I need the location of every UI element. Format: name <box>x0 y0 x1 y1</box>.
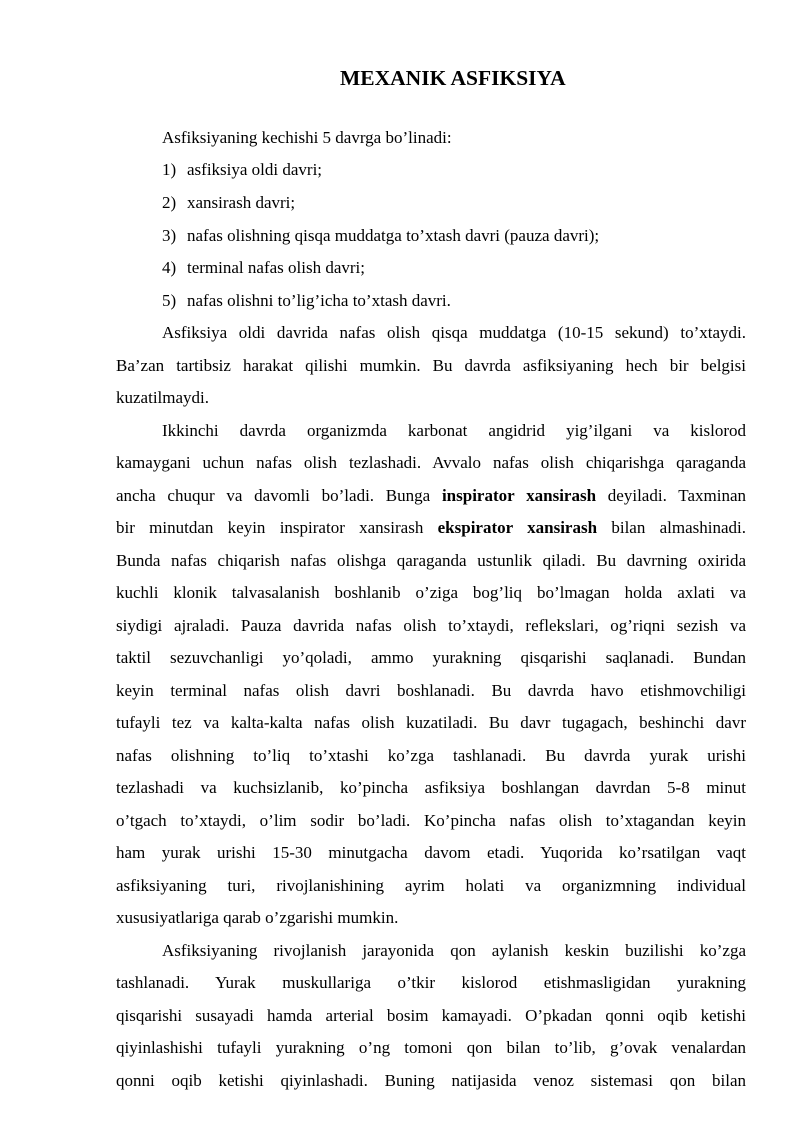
paragraph-line: asfiksiyaning turi, rivojlanishining ayrim holati va organizmning individual <box>116 876 746 895</box>
list-item <box>162 258 365 278</box>
list-text: xansirash davri; <box>187 193 296 212</box>
paragraph-line: ham yurak urishi 15-30 minutgacha davom etadi. Yuqorida ko’rsatilgan vaqt <box>116 843 746 862</box>
bold-term: inspirator xansirash <box>441 486 597 505</box>
paragraph-line: o’tgach to’xtaydi, o’lim sodir bo’ladi. Ko’pincha nafas olish to’xtagandan keyin <box>116 811 746 830</box>
paragraph-line: tashlanadi. Yurak muskullariga o’tkir kislorod etishmasligidan yurakning <box>116 973 746 992</box>
page-title: MEXANIK ASFIKSIYA <box>340 66 566 90</box>
list-number: 3) <box>162 226 177 245</box>
paragraph-line: Asfiksiya oldi davrida nafas olish qisqa muddatga (10-15 sekund) to’xtaydi. <box>162 323 746 342</box>
text-run: ancha chuqur va davomli bo’ladi. Bunga <box>116 486 442 505</box>
paragraph-line: qiyinlashishi tufayli yurakning o’ng tomoni qon bilan to’lib, g’ovak venalardan <box>116 1038 746 1057</box>
list-item <box>162 160 322 180</box>
list-text: asfiksiya oldi davri; <box>187 160 323 179</box>
paragraph-line: kuzatilmaydi. <box>116 388 210 407</box>
paragraph-line: kamaygani uchun nafas olish tezlashadi. Avvalo nafas olish chiqarishga qaraganda <box>116 453 746 472</box>
paragraph-line <box>116 518 746 538</box>
paragraph-line: Asfiksiyaning rivojlanish jarayonida qon aylanish keskin buzilishi ko’zga <box>162 941 746 960</box>
paragraph-line: keyin terminal nafas olish davri boshlanadi. Bu davrda havo etishmovchiligi <box>116 681 746 700</box>
paragraph-line: siydigi ajraladi. Pauza davrida nafas olish to’xtaydi, reflekslari, og’riqni sezish va <box>116 616 746 635</box>
text-run: deyiladi. Taxminan <box>596 486 747 505</box>
list-item <box>162 193 295 213</box>
text-run: bilan almashinadi. <box>597 518 747 537</box>
paragraph-line: Bunda nafas chiqarish nafas olishga qaraganda ustunlik qiladi. Bu davrning oxirida <box>116 551 746 570</box>
paragraph-line: nafas olishning to’liq to’xtashi ko’zga tashlanadi. Bu davrda yurak urishi <box>116 746 746 765</box>
list-number: 5) <box>162 291 177 310</box>
text-run: bir minutdan keyin inspirator xansirash <box>116 518 438 537</box>
list-item <box>162 291 451 311</box>
paragraph-line: xususiyatlariga qarab o’zgarishi mumkin. <box>116 908 399 927</box>
intro-text: Asfiksiyaning kechishi 5 davrga bo’linadi: <box>162 128 452 147</box>
list-number: 1) <box>162 160 177 179</box>
list-item <box>162 226 599 246</box>
list-text: nafas olishni to’lig’icha to’xtash davri. <box>187 291 451 310</box>
paragraph-line <box>116 486 746 506</box>
list-text: terminal nafas olish davri; <box>187 258 365 277</box>
bold-term: ekspirator xansirash <box>437 518 598 537</box>
paragraph-line: Ba’zan tartibsiz harakat qilishi mumkin. Bu davrda asfiksiyaning hech bir belgisi <box>116 356 746 375</box>
paragraph-line: Ikkinchi davrda organizmda karbonat angidrid yig’ilgani va kislorod <box>162 421 746 440</box>
list-text: nafas olishning qisqa muddatga to’xtash davri (pauza davri); <box>187 226 600 245</box>
paragraph-line: tufayli tez va kalta-kalta nafas olish kuzatiladi. Bu davr tugagach, beshinchi davr <box>116 713 746 732</box>
paragraph-line: tezlashadi va kuchsizlanib, ko’pincha asfiksiya boshlangan davrdan 5-8 minut <box>116 778 746 797</box>
paragraph-line: qonni oqib ketishi qiyinlashadi. Buning natijasida venoz sistemasi qon bilan <box>116 1071 746 1090</box>
paragraph-line: qisqarishi susayadi hamda arterial bosim kamayadi. O’pkadan qonni oqib ketishi <box>116 1006 746 1025</box>
list-number: 2) <box>162 193 177 212</box>
paragraph-line: kuchli klonik talvasalanish boshlanib o’ziga bog’liq bo’lmagan holda axlati va <box>116 583 746 602</box>
list-number: 4) <box>162 258 177 277</box>
paragraph-line: taktil sezuvchanligi yo’qoladi, ammo yurakning qisqarishi saqlanadi. Bundan <box>116 648 746 667</box>
